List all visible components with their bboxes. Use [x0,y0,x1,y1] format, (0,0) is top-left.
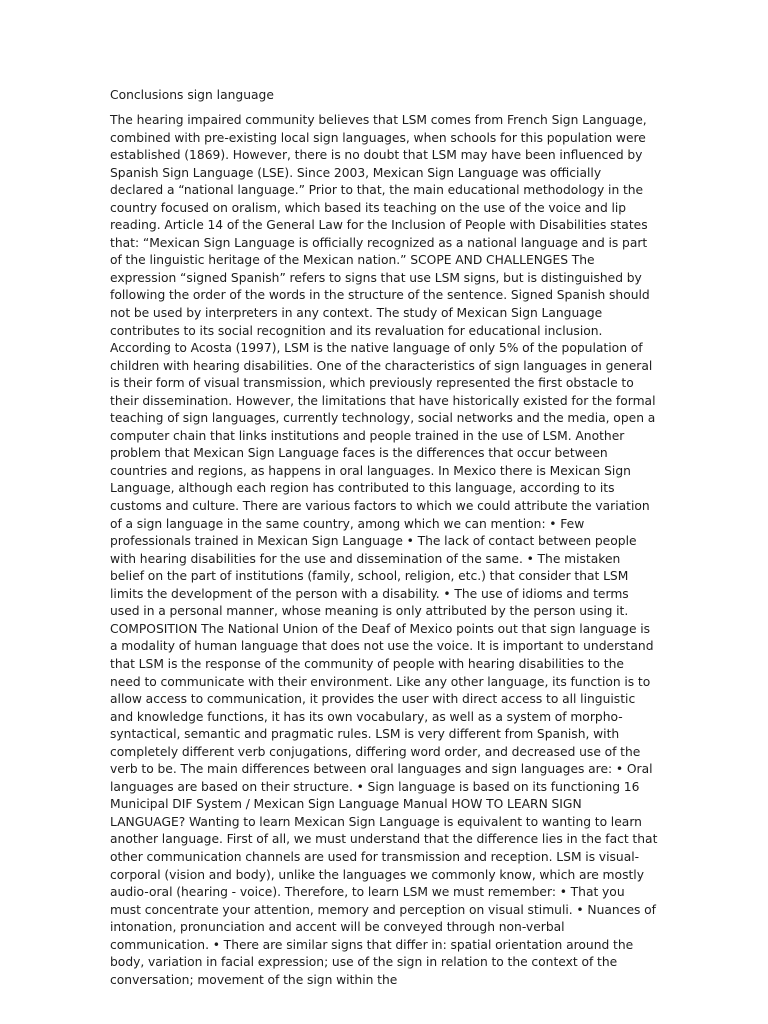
document-body-paragraph: The hearing impaired community believes that LSM comes from French Sign Language, combined with pre-existing local sign languages, when schools for this population were established (1869). However, there is no doubt that LSM may have been influenced by Spanish Sign Language (LSE). Since 2003, Mexican Sign Language was officially declared a “national language.” Prior to that, the main educational methodology in the country focused on oralism, which based its teaching on the use of the voice and lip reading. Article 14 of the General Law for the Inclusion of People with Disabilities states that: “Mexican Sign Language is officially recognized as a national language and is part of the linguistic heritage of the Mexican nation.” SCOPE AND CHALLENGES The expression “signed Spanish” refers to signs that use LSM signs, but is distinguished by following the order of the words in the structure of the sentence. Signed Spanish should not be used by interpreters in any context. The study of Mexican Sign Language contributes to its social recognition and its revaluation for educational inclusion. According to Acosta (1997), LSM is the native language of only 5% of the population of children with hearing disabilities. One of the characteristics of sign languages in general is their form of visual transmission, which previously represented the first obstacle to their dissemination. However, the limitations that have historically existed for the formal teaching of sign languages, currently technology, social networks and the media, open a computer chain that links institutions and people trained in the use of LSM. Another problem that Mexican Sign Language faces is the differences that occur between countries and regions, as happens in oral languages. In Mexico there is Mexican Sign Language, although each region has contributed to this language, according to its customs and culture. There are various factors to which we could attribute the variation of a sign language in the same country, among which we can mention: • Few professionals trained in Mexican Sign Language • The lack of contact between people with hearing disabilities for the use and dissemination of the same. • The mistaken belief on the part of institutions (family, school, religion, etc.) that consider that LSM limits the development of the person with a disability. • The use of idioms and terms used in a personal manner, whose meaning is only attributed by the person using it. COMPOSITION The National Union of the Deaf of Mexico points out that sign language is a modality of human language that does not use the voice. It is important to understand that LSM is the response of the community of people with hearing disabilities to the need to communicate with their environment. Like any other language, its function is to allow access to communication, it provides the user with direct access to all linguistic and knowledge functions, it has its own vocabulary, as well as a system of morpho-syntactical, semantic and pragmatic rules. LSM is very different from Spanish, with completely different verb conjugations, differing word order, and decreased use of the verb to be. The main differences between oral languages and sign languages are: • Oral languages are based on their structure. • Sign language is based on its functioning 16 Municipal DIF System / Mexican Sign Language Manual HOW TO LEARN SIGN LANGUAGE? Wanting to learn Mexican Sign Language is equivalent to wanting to learn another language. First of all, we must understand that the difference lies in the fact that other communication channels are used for transmission and reception. LSM is visual-corporal (vision and body), unlike the languages we commonly know, which are mostly audio-oral (hearing - voice). Therefore, to learn LSM we must remember: • That you must concentrate your attention, memory and perception on visual stimuli. • Nuances of intonation, pronunciation and accent will be conveyed through non-verbal communication. • There are similar signs that differ in: spatial orientation around the body, variation in facial expression; use of the sign in relation to the context of the conversation; movement of the sign within the [110,113,658,987]
document-content [110,86,658,989]
document-title: Conclusions sign language [110,88,274,102]
